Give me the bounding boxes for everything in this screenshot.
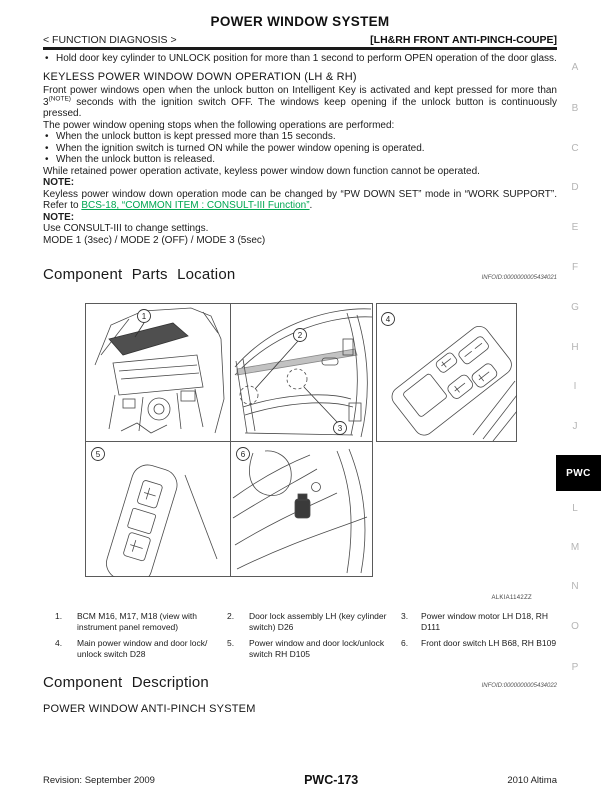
margin-index-d: D	[571, 182, 579, 193]
para1-note-sup: (NOTE)	[48, 95, 71, 103]
caption-text: Power window and door lock/unlock switch RH D105	[249, 638, 385, 659]
component-desc-heading: Component Description	[43, 674, 209, 691]
caption-num: 2.	[227, 611, 235, 621]
note2-text: Use CONSULT-III to change settings.	[43, 223, 209, 234]
margin-index-h: H	[571, 342, 579, 353]
door-switch-body	[295, 499, 310, 518]
keyless-paragraph	[43, 85, 557, 120]
footer-model: 2010 Altima	[507, 774, 557, 786]
margin-index-b: B	[571, 103, 579, 114]
note1-before: Keyless power window down operation mode can be changed by “PW DOWN SET” mode in “WORK SUPPORT”. Refer to	[43, 188, 557, 211]
stop-bullet-3: • When the unlock button is released.	[43, 154, 557, 166]
margin-index-e: E	[571, 222, 579, 233]
header-subrow	[43, 34, 557, 46]
stop-bullet-2: • When the ignition switch is turned ON while the power window opening is operated.	[43, 143, 557, 155]
component-desc-heading-row	[43, 674, 557, 691]
modes-line: MODE 1 (3sec) / MODE 2 (OFF) / MODE 3 (5sec)	[43, 234, 266, 246]
anti-pinch-subheading: POWER WINDOW ANTI-PINCH SYSTEM	[43, 703, 256, 715]
door-inner-sketch	[235, 309, 372, 437]
callout-5: 5	[95, 450, 101, 459]
figure-svg	[85, 303, 517, 577]
window-motor-target	[287, 369, 307, 389]
note1-after: .	[309, 200, 313, 211]
stops-intro: The power window opening stops when the following operations are performed:	[43, 119, 395, 131]
margin-index-m: M	[570, 542, 580, 553]
caption-num: 4.	[55, 638, 63, 648]
door-switch-sketch	[233, 449, 367, 573]
caption-text: Power window motor LH D18, RH D111	[421, 611, 549, 632]
footer-revision: Revision: September 2009	[43, 774, 155, 786]
margin-index-g: G	[571, 302, 579, 313]
component-parts-figure	[85, 303, 517, 577]
page-footer	[43, 773, 557, 787]
note1-paragraph	[43, 189, 557, 212]
variant-label: [LH&RH FRONT ANTI-PINCH-COUPE]	[370, 34, 557, 46]
figure-code: ALKIA1142ZZ	[491, 595, 532, 601]
margin-index-j: J	[572, 421, 578, 432]
note-label-2: NOTE:	[43, 211, 75, 223]
caption-num: 1.	[55, 611, 63, 621]
note-label-1: NOTE:	[43, 177, 75, 188]
margin-index-a: A	[571, 62, 579, 73]
body-text-block	[43, 53, 557, 246]
margin-index-o: O	[571, 621, 579, 632]
para1-after: seconds with the ignition switch OFF. The windows keep opening if the unlock button is continuously pressed.	[43, 96, 557, 119]
retained-note: While retained power operation activate, keyless power window down function cannot be operated.	[43, 165, 480, 177]
callout-2: 2	[297, 331, 303, 340]
margin-index-f: F	[571, 262, 579, 273]
component-caption-list	[55, 611, 557, 659]
bcs18-consult-link[interactable]: BCS-18, “COMMON ITEM : CONSULT-III Function”	[81, 200, 310, 211]
main-switch-sketch	[388, 322, 517, 441]
section-tab-pwc: PWC	[556, 455, 601, 491]
page-title: POWER WINDOW SYSTEM	[210, 14, 390, 29]
footer-page-number: PWC-173	[304, 773, 359, 787]
intro-bullet: • Hold door key cylinder to UNLOCK position for more than 1 second to perform OPEN operation of the door glass.	[43, 53, 557, 65]
margin-index-p: P	[571, 662, 579, 673]
breadcrumb-function-diagnosis: < FUNCTION DIAGNOSIS >	[43, 34, 177, 46]
callout-1: 1	[141, 312, 147, 321]
component-parts-heading: Component Parts Location	[43, 266, 236, 283]
header-rule	[43, 47, 557, 50]
margin-index-i: I	[573, 381, 577, 392]
callout-4: 4	[385, 315, 391, 324]
stop-bullet-1: • When the unlock button is kept pressed more than 15 seconds.	[43, 131, 557, 143]
keyless-heading: KEYLESS POWER WINDOW DOWN OPERATION (LH & RH)	[43, 70, 357, 83]
component-parts-infoid: INFOID:0000000005434021	[481, 275, 557, 281]
caption-text: Main power window and door lock/ unlock switch D28	[77, 638, 208, 659]
caption-num: 5.	[227, 638, 235, 648]
callout-3: 3	[337, 424, 343, 433]
caption-num: 3.	[401, 611, 409, 621]
margin-index-c: C	[571, 143, 579, 154]
caption-num: 6.	[401, 638, 409, 648]
bcm-block	[109, 323, 188, 355]
caption-text: Door lock assembly LH (key cylinder switch) D26	[249, 611, 387, 632]
bcm-location-sketch	[95, 308, 224, 433]
margin-index-n: N	[571, 581, 579, 592]
component-parts-heading-row	[43, 266, 557, 283]
callout-6: 6	[240, 450, 246, 459]
component-desc-infoid: INFOID:0000000005434022	[481, 683, 557, 689]
rh-switch-sketch	[103, 461, 217, 577]
margin-index-l: L	[572, 503, 578, 514]
caption-text: Front door switch LH B68, RH B109	[421, 638, 557, 648]
para1-before: Front power windows open when the unlock button on Intelligent Key is activated and kept pressed for more than 3	[43, 85, 557, 108]
caption-text: BCM M16, M17, M18 (view with instrument panel removed)	[77, 611, 197, 632]
